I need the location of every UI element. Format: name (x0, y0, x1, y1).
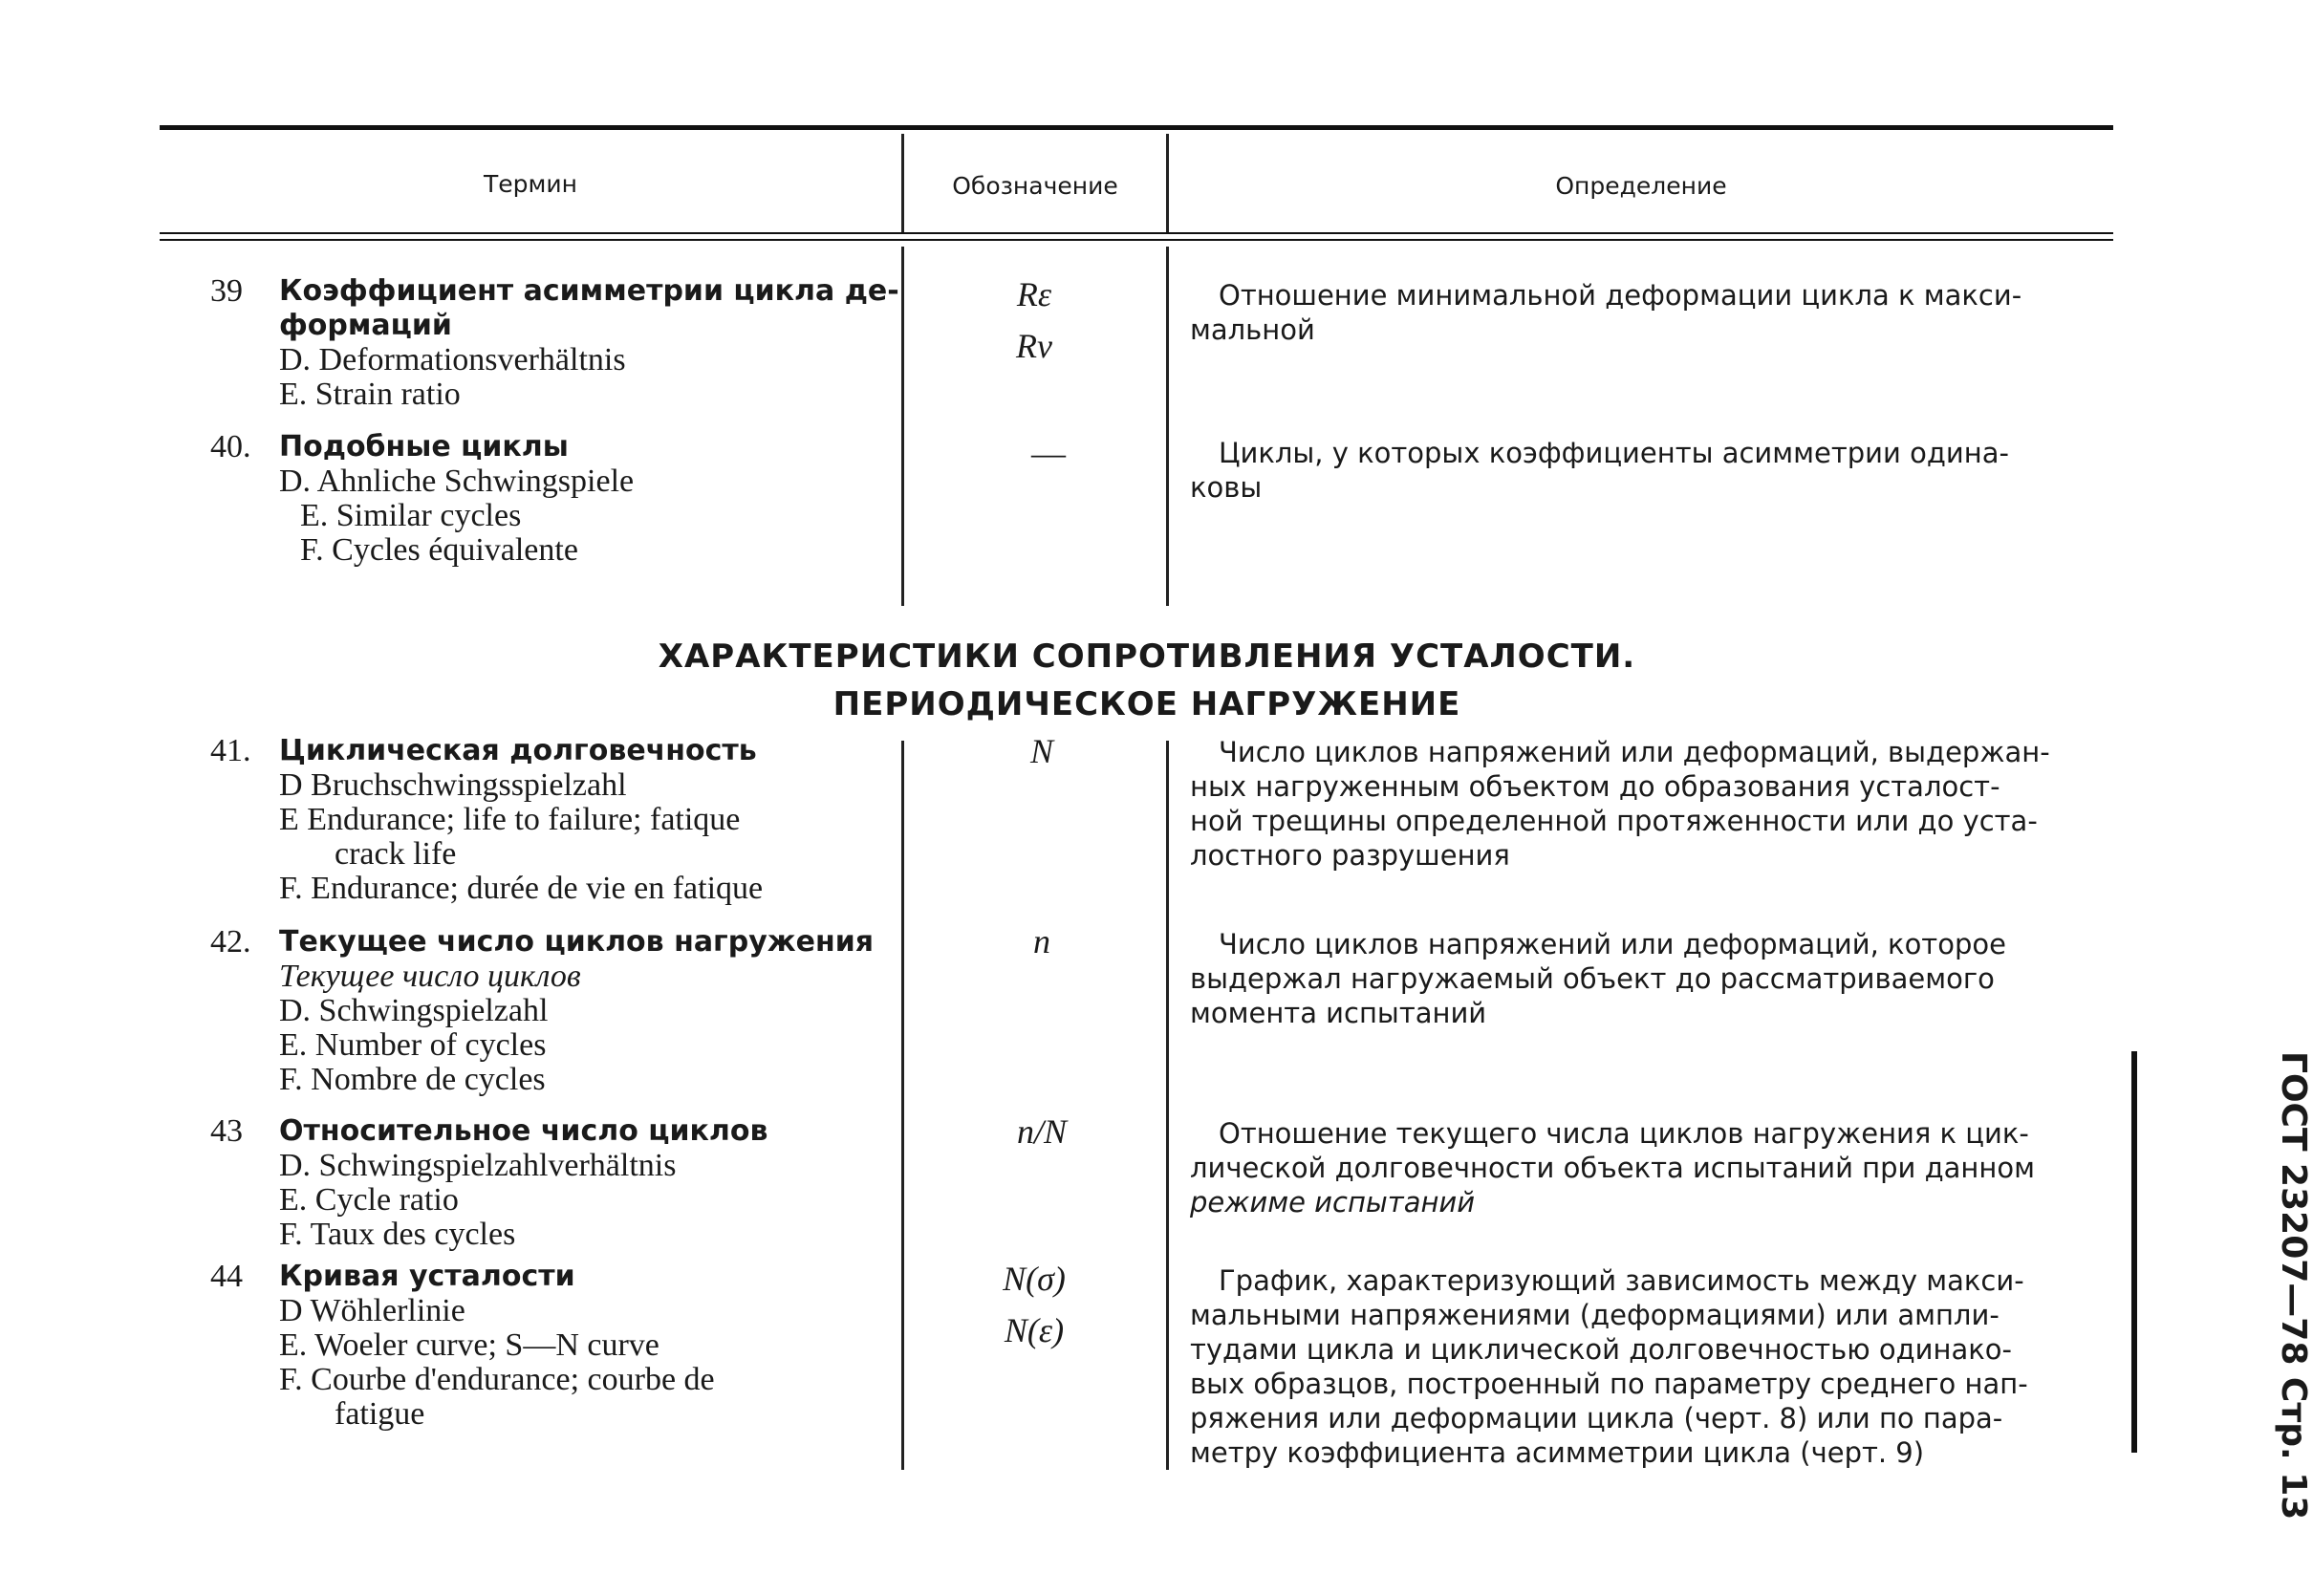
term-de: D Wöhlerlinie (279, 1293, 465, 1328)
term-number: 42. (210, 924, 251, 960)
header-symbol: Обозначение (952, 172, 1118, 200)
section-title-line-1: ХАРАКТЕРИСТИКИ СОПРОТИВЛЕНИЯ УСТАЛОСТИ. (658, 637, 1636, 676)
symbol-40: — (1031, 434, 1066, 472)
symbol-39b: Rν (1016, 327, 1052, 365)
term-ru: Подобные циклы (279, 430, 569, 464)
term-ru-alt: Текущее число циклов (279, 959, 581, 994)
term-ru-cont: формаций (279, 309, 452, 342)
header-rule (160, 232, 2113, 234)
term-ru: Циклическая долговечность (279, 734, 757, 767)
symbol-43: n/N (1016, 1112, 1067, 1151)
term-fr: F. Cycles équivalente (300, 532, 578, 568)
term-39 (210, 274, 898, 418)
term-ru: Кривая усталости (279, 1260, 575, 1293)
definition-line: Число циклов напряжений или деформаций, выдержан- (1219, 736, 2050, 768)
term-fr-cont: fatigue (335, 1396, 425, 1432)
term-en: E. Strain ratio (279, 377, 461, 412)
term-en-cont: crack life (335, 836, 457, 872)
header-term: Термин (484, 170, 577, 198)
term-44 (210, 1260, 898, 1441)
section-title-line-2: ПЕРИОДИЧЕСКОЕ НАГРУЖЕНИЕ (832, 685, 1461, 723)
symbol-41: N (1029, 732, 1053, 770)
term-de: D. Ahnliche Schwingspiele (279, 464, 635, 499)
definition-line: лической долговечности объекта испытаний при данном (1190, 1152, 2035, 1184)
header-definition: Определение (1555, 172, 1727, 200)
term-number: 39 (210, 273, 243, 309)
term-number: 40. (210, 429, 251, 464)
definition-44 (1190, 1263, 2108, 1470)
term-ru: Текущее число циклов нагружения (279, 925, 874, 959)
term-en: E Endurance; life to failure; fatique (279, 802, 741, 837)
term-42 (210, 925, 898, 1107)
term-number: 44 (210, 1259, 243, 1294)
term-de: D. Deformationsverhältnis (279, 342, 626, 377)
definition-line: ряжения или деформации цикла (черт. 8) или по пара- (1190, 1402, 2003, 1434)
symbol-44b: N(ε) (1004, 1311, 1065, 1349)
top-rule (160, 125, 2113, 130)
definition-40 (1190, 436, 2108, 505)
definition-line: Число циклов напряжений или деформаций, которое (1219, 928, 2006, 960)
definition-line: Отношение текущего числа циклов нагружения к цик- (1219, 1117, 2029, 1150)
symbol-39a: Rε (1016, 275, 1052, 313)
term-en: E. Similar cycles (300, 498, 522, 533)
symbol-42: n (1033, 922, 1050, 960)
column-divider-2-lower (1166, 741, 1169, 1470)
definition-line: ной трещины определенной протяженности или до уста- (1190, 805, 2038, 837)
symbol-44a: N(σ) (1003, 1260, 1066, 1298)
definition-line: мальными напряжениями (деформациями) или ампли- (1190, 1299, 2000, 1331)
definition-43 (1190, 1116, 2108, 1219)
definition-line: График, характеризующий зависимость между макси- (1219, 1264, 2024, 1297)
side-label-bar (2131, 1051, 2137, 1453)
definition-line: ковы (1190, 471, 1263, 504)
term-de: D. Schwingspielzahlverhältnis (279, 1148, 677, 1183)
term-de: D. Schwingspielzahl (279, 993, 549, 1028)
term-de: D Bruchschwingsspielzahl (279, 767, 627, 803)
definition-line: метру коэффициента асимметрии цикла (черт. 9) (1190, 1436, 1925, 1469)
term-40 (210, 430, 898, 583)
definition-line: лостного разрушения (1190, 839, 1510, 872)
definition-41 (1190, 735, 2108, 873)
term-41 (210, 734, 898, 916)
definition-39 (1190, 278, 2108, 347)
term-number: 41. (210, 733, 251, 768)
page-side-label (2131, 1051, 2313, 1521)
term-en: E. Number of cycles (279, 1027, 547, 1063)
definition-line: тудами цикла и циклической долговечностью одинако- (1190, 1333, 2012, 1366)
term-fr: F. Endurance; durée de vie en fatique (279, 871, 764, 906)
term-ru: Относительное число циклов (279, 1114, 768, 1148)
definition-line: момента испытаний (1190, 997, 1487, 1029)
term-number: 43 (210, 1113, 243, 1149)
definition-line: Циклы, у которых коэффициенты асимметрии одина- (1219, 437, 2009, 469)
side-label-text: ГОСТ 23207—78 Стр. 13 (2274, 1051, 2313, 1521)
definition-line: мальной (1190, 313, 1315, 346)
term-ru: Коэффициент асимметрии цикла де- (279, 274, 899, 308)
definition-line: вых образцов, построенный по параметру среднего нап- (1190, 1368, 2028, 1400)
term-fr: F. Nombre de cycles (279, 1062, 546, 1097)
term-en: E. Woeler curve; S—N curve (279, 1327, 659, 1363)
term-43 (210, 1114, 898, 1258)
definition-line: ных нагруженным объектом до образования усталост- (1190, 770, 2000, 803)
term-en: E. Cycle ratio (279, 1182, 459, 1218)
section-title (573, 633, 1720, 728)
header-rule-double (160, 239, 2113, 241)
definition-line: режиме испытаний (1190, 1186, 1476, 1219)
term-fr: F. Courbe d'endurance; courbe de (279, 1362, 715, 1397)
term-fr: F. Taux des cycles (279, 1217, 516, 1252)
definition-line: выдержал нагружаемый объект до рассматриваемого (1190, 962, 1995, 995)
definition-line: Отношение минимальной деформации цикла к макси- (1219, 279, 2022, 312)
definition-42 (1190, 927, 2108, 1030)
column-divider-2 (1166, 247, 1169, 606)
